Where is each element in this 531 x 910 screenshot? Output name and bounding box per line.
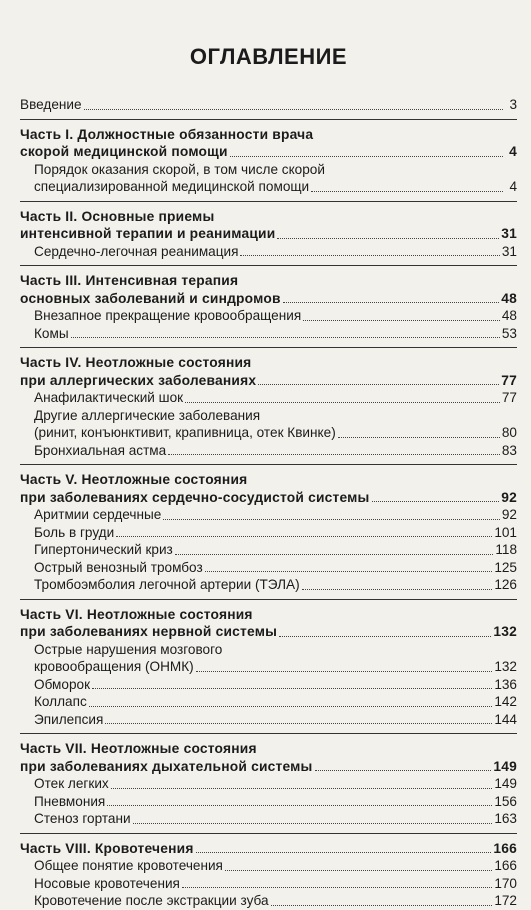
- toc-entry-line[interactable]: Острые нарушения мозгового: [34, 641, 223, 657]
- toc-page-number: 142: [494, 694, 517, 709]
- dot-leader: [116, 536, 492, 537]
- toc-entry[interactable]: [20, 810, 517, 828]
- toc-page-number: 149: [494, 776, 517, 791]
- toc-entry-label: Анафилактический шок: [34, 390, 184, 405]
- dot-leader: [240, 255, 499, 256]
- toc-page-number: 83: [501, 442, 517, 458]
- toc-entry[interactable]: [20, 676, 517, 694]
- section-divider: [20, 201, 517, 202]
- toc-entry-label: Острый венозный тромбоз: [34, 559, 203, 575]
- section-divider: [20, 833, 517, 834]
- toc-entry-line[interactable]: Другие аллергические заболевания: [34, 407, 261, 423]
- toc-entry[interactable]: [20, 243, 517, 261]
- toc-page-number: 92: [501, 507, 517, 522]
- toc-page-number: 126: [494, 577, 517, 592]
- toc-page-number: 77: [501, 372, 517, 388]
- toc-part-heading-label: Часть VIII. Кровотечения: [20, 840, 194, 856]
- toc-part-heading-line[interactable]: Часть VII. Неотложные состояния: [20, 741, 257, 756]
- toc-part-heading-line[interactable]: Часть II. Основные приемы: [20, 208, 215, 224]
- toc-part-heading-label: при заболеваниях дыхательной системы: [20, 758, 313, 774]
- toc-entry-label: Введение: [20, 97, 82, 112]
- toc-part-heading-label: при заболеваниях нервной системы: [20, 624, 278, 639]
- toc-entry-label: Тромбоэмболия легочной артерии (ТЭЛА): [34, 577, 300, 592]
- dot-leader: [196, 852, 492, 853]
- toc-page-number: 31: [501, 226, 517, 241]
- toc-page-number: 53: [501, 325, 517, 341]
- toc-entry[interactable]: [20, 524, 517, 542]
- section-divider: [20, 464, 517, 465]
- dot-leader: [185, 402, 500, 403]
- page-title: ОГЛАВЛЕНИЕ: [189, 44, 348, 69]
- toc-part: [20, 471, 517, 594]
- toc-page-number: 125: [494, 559, 517, 575]
- toc-entry[interactable]: [20, 693, 517, 711]
- toc-part-heading[interactable]: [20, 489, 517, 507]
- toc-part-heading-line[interactable]: Часть I. Должностные обязанности врача: [20, 126, 314, 142]
- toc-entry[interactable]: [20, 325, 517, 343]
- toc-page-number: 48: [501, 290, 517, 306]
- dot-leader: [303, 320, 500, 321]
- toc-page-number: 48: [501, 308, 517, 323]
- toc-page-number: 77: [501, 390, 517, 405]
- toc-part-heading[interactable]: [20, 840, 517, 858]
- toc-entry-label: Эпилепсия: [34, 711, 104, 727]
- toc-part: [20, 126, 517, 196]
- dot-leader: [230, 156, 503, 157]
- toc-page-number: 92: [501, 489, 517, 505]
- toc-entry[interactable]: [20, 875, 517, 893]
- toc-entry[interactable]: [20, 711, 517, 729]
- toc-entry-label: Аритмии сердечные: [34, 507, 162, 522]
- dot-leader: [279, 636, 491, 637]
- toc-entry-label: Внезапное прекращение кровообращения: [34, 308, 302, 323]
- toc-part: [20, 354, 517, 459]
- section-divider: [20, 119, 517, 120]
- toc-entry[interactable]: [20, 178, 517, 196]
- toc-entry-label: Кровотечение после экстракции зуба: [34, 893, 269, 908]
- toc-part: [20, 740, 517, 828]
- section-divider: [20, 347, 517, 348]
- toc-page-number: 118: [495, 542, 517, 557]
- toc-entry[interactable]: [20, 559, 517, 577]
- toc-page-number: 149: [493, 758, 517, 774]
- toc-page-number: 132: [494, 659, 517, 674]
- toc-entry-label: Обморок: [34, 676, 91, 692]
- dot-leader: [107, 805, 492, 806]
- toc-entry-label: (ринит, конъюнктивит, крапивница, отек Квинке): [34, 425, 336, 440]
- toc-entry[interactable]: [20, 857, 517, 875]
- dot-leader: [225, 870, 492, 871]
- toc-entry-label: Сердечно-легочная реанимация: [34, 243, 239, 259]
- toc-page-number: 144: [494, 711, 517, 727]
- toc-entry[interactable]: [20, 576, 517, 594]
- toc-part-heading-line[interactable]: Часть VI. Неотложные состояния: [20, 606, 253, 622]
- toc-part-heading[interactable]: [20, 143, 517, 161]
- toc-page-number: 101: [494, 524, 517, 540]
- toc-entry-label: Отек легких: [34, 776, 109, 791]
- toc-part-heading-label: интенсивной терапии и реанимации: [20, 226, 276, 241]
- dot-leader: [283, 302, 500, 303]
- dot-leader: [196, 671, 493, 672]
- toc-part: [20, 208, 517, 261]
- toc-part-heading-line[interactable]: Часть IV. Неотложные состояния: [20, 355, 252, 370]
- toc-part-heading[interactable]: [20, 623, 517, 641]
- dot-leader: [92, 688, 492, 689]
- toc-part-heading-line[interactable]: Часть V. Неотложные состояния: [20, 472, 248, 487]
- toc-entry[interactable]: [20, 442, 517, 460]
- toc-page-number: 136: [494, 676, 517, 692]
- dot-leader: [84, 109, 503, 110]
- section-divider: [20, 599, 517, 600]
- toc-part-heading[interactable]: [20, 290, 517, 308]
- dot-leader: [271, 905, 493, 906]
- toc-entry[interactable]: [20, 424, 517, 442]
- dot-leader: [258, 384, 499, 385]
- toc-part-heading[interactable]: [20, 225, 517, 243]
- toc-entry[interactable]: [20, 307, 517, 325]
- dot-leader: [175, 554, 494, 555]
- toc-part-heading-label: при аллергических заболеваниях: [20, 372, 257, 388]
- toc-entry[interactable]: [20, 658, 517, 676]
- toc-entry[interactable]: [20, 775, 517, 793]
- dot-leader: [315, 770, 492, 771]
- toc-part: [20, 840, 517, 910]
- toc-entry-label: специализированной медицинской помощи: [34, 179, 310, 194]
- toc-part: [20, 272, 517, 342]
- toc-part-heading-label: основных заболеваний и синдромов: [20, 290, 281, 306]
- table-of-contents: [20, 96, 517, 910]
- toc-entry-label: Стеноз гортани: [34, 811, 131, 826]
- toc-entry[interactable]: [20, 541, 517, 559]
- toc-page-number: 80: [501, 425, 517, 440]
- toc-page-number: 170: [494, 875, 517, 891]
- toc-entry-label: кровообращения (ОНМК): [34, 659, 194, 674]
- dot-leader: [338, 437, 500, 438]
- dot-leader: [311, 191, 503, 192]
- toc-part-heading-label: скорой медицинской помощи: [20, 144, 228, 159]
- toc-page-number: 4: [509, 144, 517, 159]
- toc-part-heading[interactable]: [20, 372, 517, 390]
- toc-part-heading-label: при заболеваниях сердечно-сосудистой системы: [20, 489, 370, 505]
- toc-entry[interactable]: [20, 793, 517, 811]
- toc-entry[interactable]: [20, 389, 517, 407]
- toc-entry-label: Носовые кровотечения: [34, 875, 180, 891]
- toc-page-number: 156: [494, 793, 517, 809]
- dot-leader: [111, 788, 493, 789]
- toc-entry[interactable]: [20, 892, 517, 910]
- toc-page-number: 166: [493, 840, 517, 856]
- toc-page-number: 3: [509, 97, 517, 112]
- toc-parts: [20, 119, 517, 910]
- dot-leader: [205, 571, 493, 572]
- toc-page-number: 166: [494, 858, 517, 873]
- toc-entry-label: Общее понятие кровотечения: [34, 858, 223, 873]
- dot-leader: [71, 337, 500, 338]
- section-divider: [20, 733, 517, 734]
- toc-entry[interactable]: [20, 506, 517, 524]
- toc-page-number: 132: [493, 624, 517, 639]
- dot-leader: [168, 454, 500, 455]
- dot-leader: [133, 823, 493, 824]
- toc-part-heading-line[interactable]: Часть III. Интенсивная терапия: [20, 273, 239, 288]
- toc-entry-label: Пневмония: [34, 793, 106, 809]
- dot-leader: [89, 706, 493, 707]
- toc-entry-label: Коллапс: [34, 694, 87, 709]
- dot-leader: [277, 238, 499, 239]
- toc-entry-line[interactable]: Порядок оказания скорой, в том числе скорой: [34, 161, 325, 177]
- toc-entry-label: Гипертонический криз: [34, 542, 173, 557]
- dot-leader: [372, 501, 500, 502]
- toc-page-number: 4: [509, 179, 517, 194]
- toc-part: [20, 606, 517, 729]
- toc-page-number: 163: [494, 811, 517, 826]
- toc-page-number: 172: [494, 893, 517, 908]
- toc-entry-label: Бронхиальная астма: [34, 442, 167, 458]
- toc-part-heading[interactable]: [20, 758, 517, 776]
- dot-leader: [105, 723, 492, 724]
- dot-leader: [163, 519, 500, 520]
- toc-entry-intro[interactable]: [20, 96, 517, 114]
- toc-entry-label: Боль в груди: [34, 524, 115, 540]
- toc-entry-label: Комы: [34, 325, 69, 341]
- dot-leader: [302, 589, 493, 590]
- section-divider: [20, 265, 517, 266]
- toc-page-number: 31: [501, 243, 517, 259]
- dot-leader: [182, 887, 492, 888]
